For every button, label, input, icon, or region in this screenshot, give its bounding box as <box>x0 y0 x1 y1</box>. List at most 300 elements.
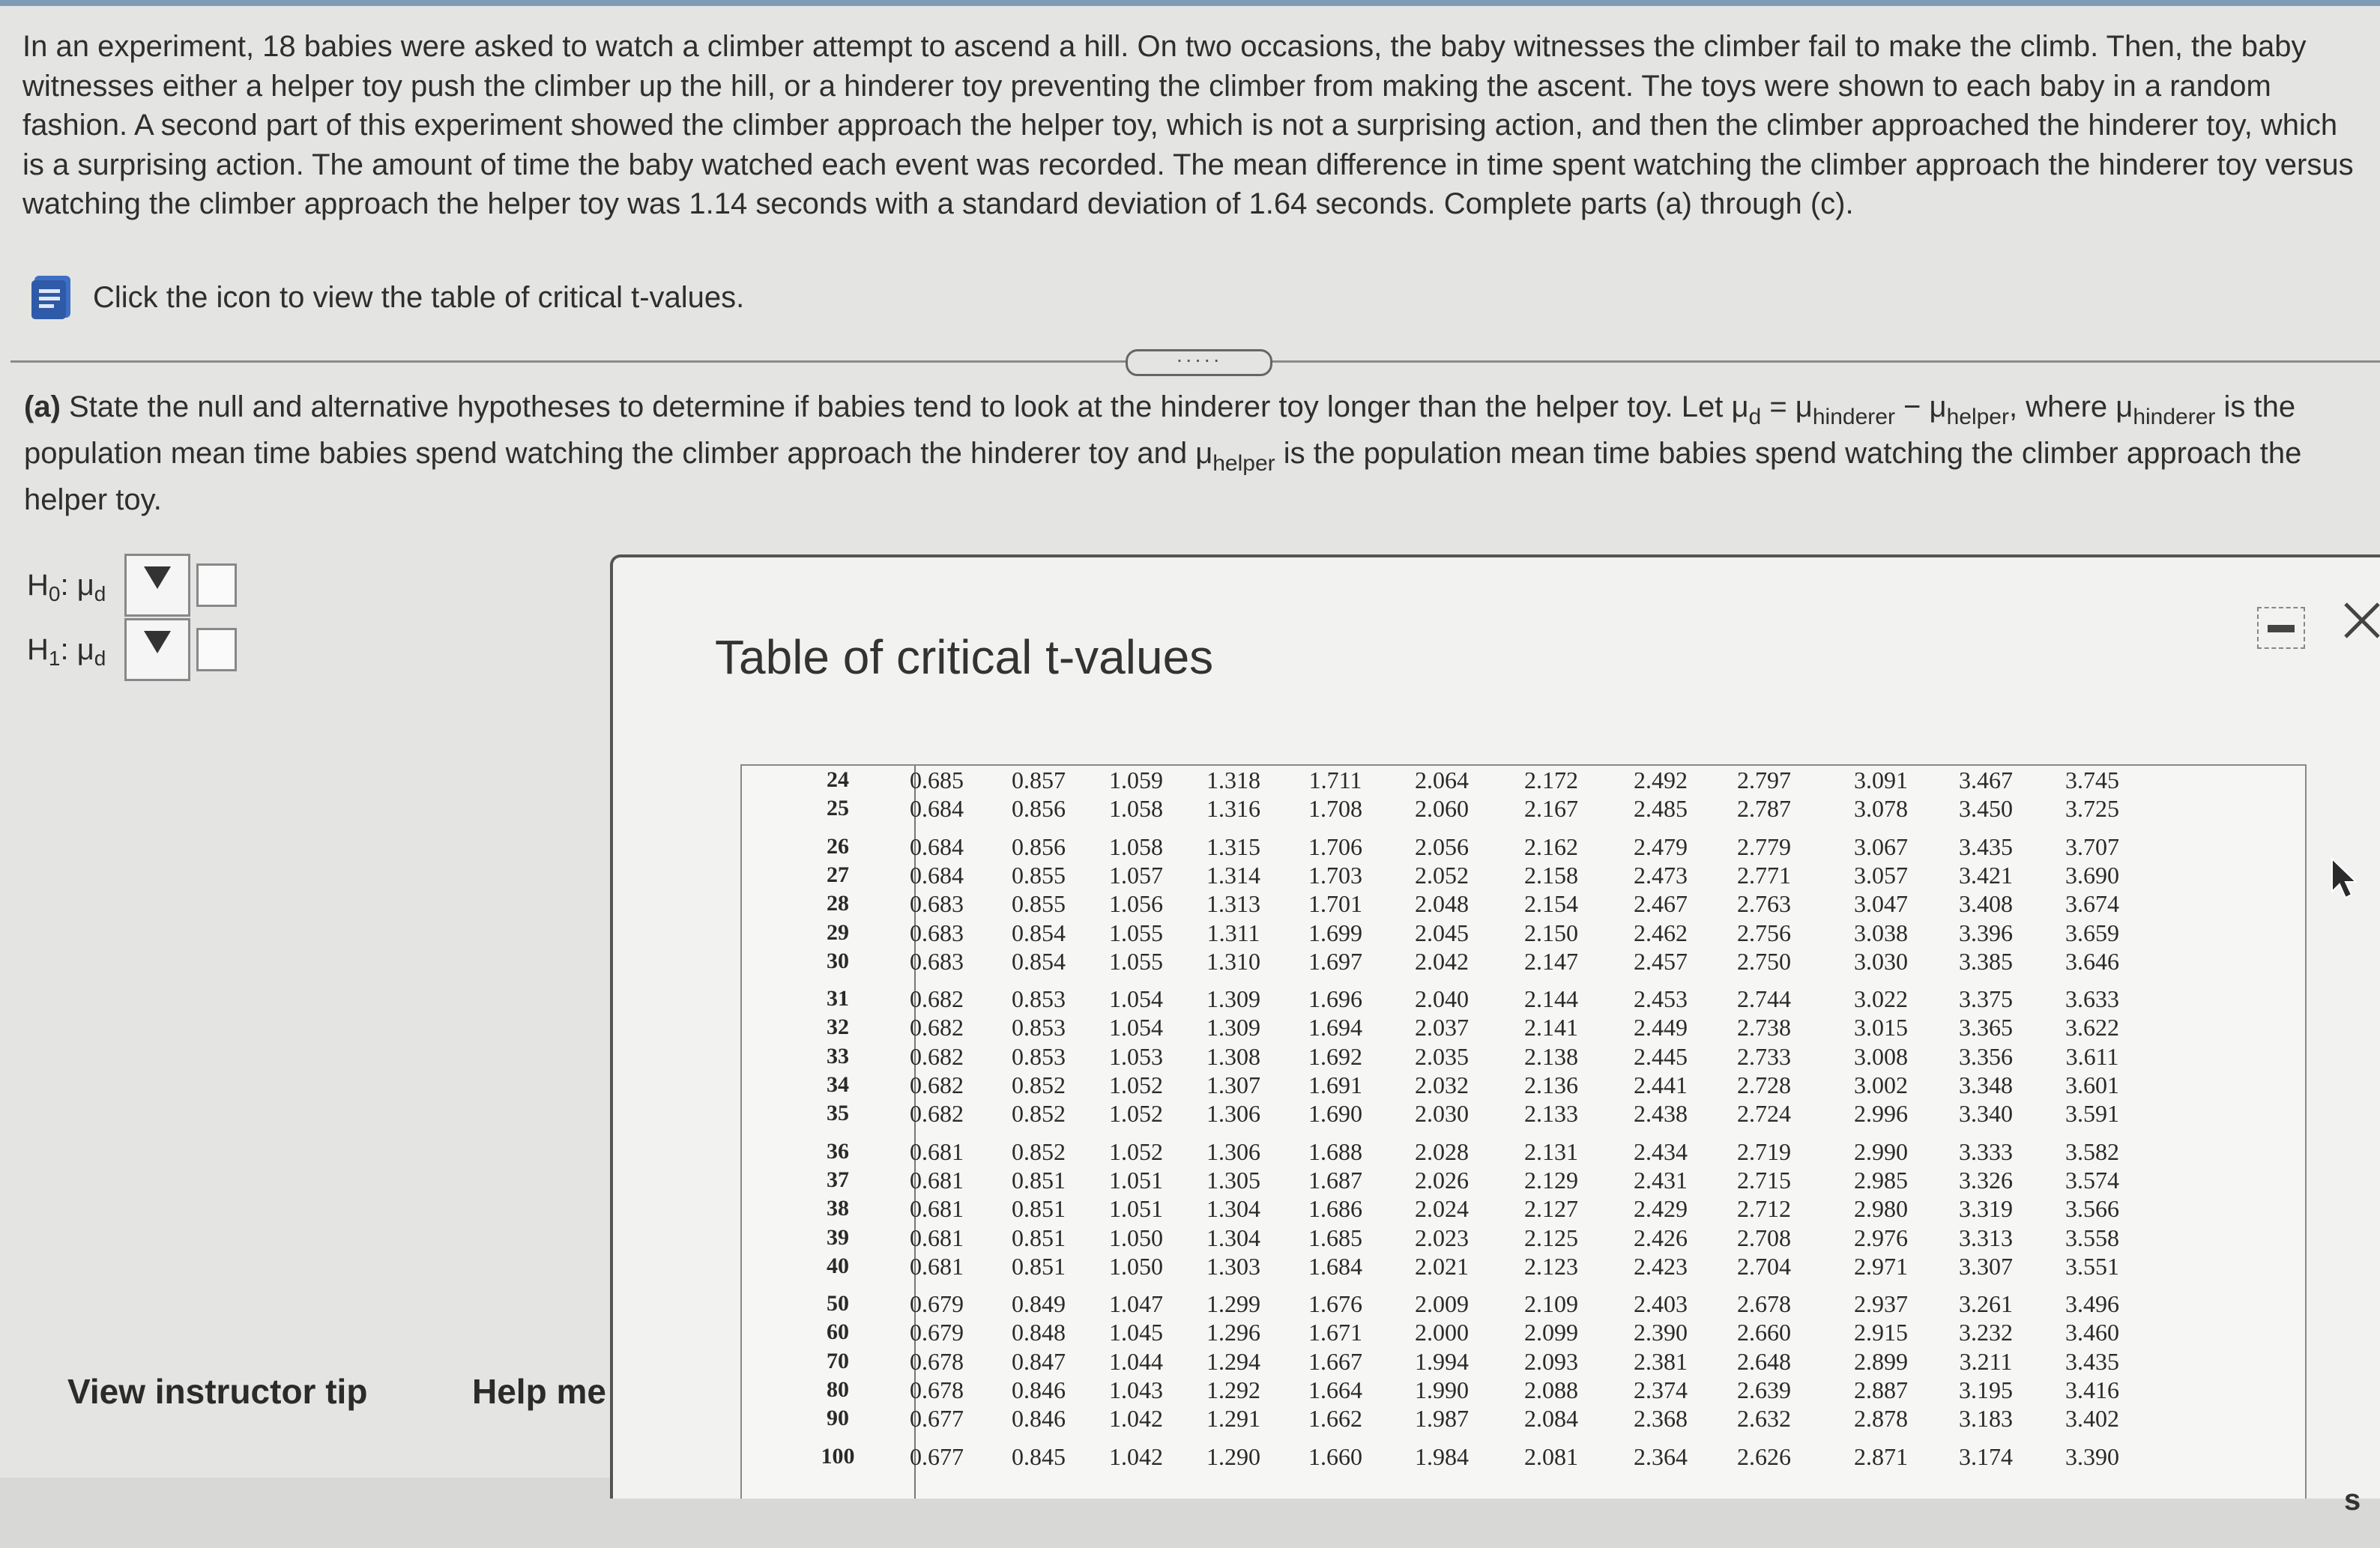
table-cell: 3.067 <box>1854 832 1908 860</box>
table-cell: 1.308 <box>1206 1042 1260 1070</box>
table-cell: 3.375 <box>1959 985 2013 1013</box>
table-cell: 3.421 <box>1959 861 2013 889</box>
table-cell: 2.093 <box>1524 1347 1578 1375</box>
table-cell: 0.679 <box>910 1290 964 1318</box>
table-cell: 1.058 <box>1109 832 1163 860</box>
df-cell: 90 <box>827 1406 849 1431</box>
table-cell: 2.109 <box>1524 1290 1578 1318</box>
table-cell: 2.150 <box>1524 919 1578 946</box>
table-cell: 1.056 <box>1109 890 1163 918</box>
close-icon[interactable] <box>2340 598 2380 643</box>
view-instructor-tip-button[interactable]: View instructor tip <box>67 1372 368 1411</box>
table-cell: 2.030 <box>1415 1100 1469 1128</box>
table-cell: 0.682 <box>910 985 964 1013</box>
df-cell: 26 <box>827 833 849 859</box>
table-cell: 3.195 <box>1959 1376 2013 1403</box>
table-cell: 2.457 <box>1634 947 1688 975</box>
table-cell: 3.365 <box>1959 1014 2013 1041</box>
null-hypothesis-label <box>27 568 124 605</box>
table-cell: 0.683 <box>910 947 964 975</box>
table-cell: 2.937 <box>1854 1290 1908 1318</box>
table-cell: 0.846 <box>1012 1376 1066 1403</box>
table-cell: 1.699 <box>1308 919 1362 946</box>
table-cell: 3.745 <box>2065 767 2119 793</box>
table-cell: 2.771 <box>1737 861 1791 889</box>
df-cell: 35 <box>827 1101 849 1126</box>
table-cell: 0.845 <box>1012 1442 1066 1470</box>
table-cell: 0.682 <box>910 1100 964 1128</box>
table-cell: 3.057 <box>1854 861 1908 889</box>
table-cell: 2.035 <box>1415 1042 1469 1070</box>
table-cell: 3.022 <box>1854 985 1908 1013</box>
table-cell: 2.131 <box>1524 1137 1578 1165</box>
table-cell: 2.045 <box>1415 919 1469 946</box>
table-cell: 0.852 <box>1012 1100 1066 1128</box>
minimize-icon <box>2268 625 2295 632</box>
table-body <box>742 766 2308 1499</box>
table-cell: 2.390 <box>1634 1319 1688 1346</box>
table-cell: 0.682 <box>910 1014 964 1041</box>
table-cell: 2.123 <box>1524 1252 1578 1280</box>
table-cell: 0.851 <box>1012 1195 1066 1223</box>
table-cell: 1.696 <box>1308 985 1362 1013</box>
table-cell: 2.158 <box>1524 861 1578 889</box>
table-cell: 1.309 <box>1206 985 1260 1013</box>
table-cell: 0.684 <box>910 861 964 889</box>
table-cell: 0.681 <box>910 1252 964 1280</box>
table-cell: 0.851 <box>1012 1224 1066 1251</box>
table-cell: 3.340 <box>1959 1100 2013 1128</box>
table-cell: 3.348 <box>1959 1071 2013 1098</box>
table-cell: 1.304 <box>1206 1195 1260 1223</box>
table-cell: 2.133 <box>1524 1100 1578 1128</box>
df-cell: 36 <box>827 1138 849 1164</box>
table-cell: 1.052 <box>1109 1071 1163 1098</box>
table-cell: 1.057 <box>1109 861 1163 889</box>
table-cell: 2.021 <box>1415 1252 1469 1280</box>
table-cell: 1.044 <box>1109 1347 1163 1375</box>
df-cell: 27 <box>827 862 849 887</box>
table-cell: 0.679 <box>910 1319 964 1346</box>
table-cell: 3.622 <box>2065 1014 2119 1041</box>
table-cell: 3.467 <box>1959 767 2013 793</box>
table-cell: 2.779 <box>1737 832 1791 860</box>
table-cell: 2.368 <box>1634 1405 1688 1433</box>
table-cell: 1.307 <box>1206 1071 1260 1098</box>
table-cell: 3.574 <box>2065 1166 2119 1194</box>
table-cell: 3.261 <box>1959 1290 2013 1318</box>
table-cell: 0.847 <box>1012 1347 1066 1375</box>
table-cell: 1.315 <box>1206 832 1260 860</box>
table-cell: 0.846 <box>1012 1405 1066 1433</box>
table-cell: 2.381 <box>1634 1347 1688 1375</box>
table-cell: 1.051 <box>1109 1195 1163 1223</box>
alternative-hypothesis-value-input[interactable] <box>196 628 237 671</box>
df-cell: 29 <box>827 919 849 945</box>
table-cell: 2.024 <box>1415 1195 1469 1223</box>
alternative-hypothesis-operator-dropdown[interactable] <box>124 618 190 681</box>
table-cell: 2.632 <box>1737 1405 1791 1433</box>
table-cell: 1.667 <box>1308 1347 1362 1375</box>
critical-values-table <box>740 764 2307 1499</box>
table-cell: 2.660 <box>1737 1319 1791 1346</box>
table-cell: 2.056 <box>1415 832 1469 860</box>
table-cell: 2.871 <box>1854 1442 1908 1470</box>
table-cell: 2.492 <box>1634 767 1688 793</box>
table-cell: 1.304 <box>1206 1224 1260 1251</box>
table-cell: 2.403 <box>1634 1290 1688 1318</box>
table-cell: 3.385 <box>1959 947 2013 975</box>
table-cell: 2.364 <box>1634 1442 1688 1470</box>
table-cell: 2.009 <box>1415 1290 1469 1318</box>
table-cell: 0.856 <box>1012 795 1066 823</box>
table-cell: 3.030 <box>1854 947 1908 975</box>
table-cell: 2.426 <box>1634 1224 1688 1251</box>
df-cell: 70 <box>827 1348 849 1373</box>
table-cell: 1.703 <box>1308 861 1362 889</box>
h0-mu-sub: d <box>94 581 106 605</box>
table-cell: 2.648 <box>1737 1347 1791 1375</box>
alternative-hypothesis-label <box>27 632 124 670</box>
table-cell: 3.396 <box>1959 919 2013 946</box>
table-cell: 1.662 <box>1308 1405 1362 1433</box>
part-a-text-4: , where μ <box>2008 390 2133 423</box>
dialog-title: Table of critical t-values <box>715 630 1214 684</box>
df-cell: 31 <box>827 986 849 1012</box>
table-cell: 0.855 <box>1012 890 1066 918</box>
table-cell: 2.467 <box>1634 890 1688 918</box>
table-cell: 2.626 <box>1737 1442 1791 1470</box>
table-cell: 1.053 <box>1109 1042 1163 1070</box>
table-cell: 0.684 <box>910 795 964 823</box>
table-cell: 2.985 <box>1854 1166 1908 1194</box>
null-hypothesis-operator-dropdown[interactable] <box>124 554 190 617</box>
table-cell: 2.052 <box>1415 861 1469 889</box>
table-cell: 3.356 <box>1959 1042 2013 1070</box>
table-cell: 3.183 <box>1959 1405 2013 1433</box>
table-cell: 2.088 <box>1524 1376 1578 1403</box>
h1-mu-sub: d <box>94 646 106 670</box>
table-cell: 2.028 <box>1415 1137 1469 1165</box>
table-cell: 0.684 <box>910 832 964 860</box>
table-cell: 3.319 <box>1959 1195 2013 1223</box>
table-cell: 3.435 <box>1959 832 2013 860</box>
table-cell: 2.704 <box>1737 1252 1791 1280</box>
table-cell: 0.677 <box>910 1442 964 1470</box>
table-cell: 3.416 <box>2065 1376 2119 1403</box>
table-cell: 2.040 <box>1415 985 1469 1013</box>
table-cell: 2.715 <box>1737 1166 1791 1194</box>
table-cell: 2.438 <box>1634 1100 1688 1128</box>
table-cell: 2.738 <box>1737 1014 1791 1041</box>
table-cell: 1.291 <box>1206 1405 1260 1433</box>
table-cell: 1.043 <box>1109 1376 1163 1403</box>
table-cell: 3.408 <box>1959 890 2013 918</box>
table-cell: 1.697 <box>1308 947 1362 975</box>
table-cell: 2.453 <box>1634 985 1688 1013</box>
table-cell: 1.054 <box>1109 1014 1163 1041</box>
sub-helper: helper <box>1946 405 2009 429</box>
h0-sub: 0 <box>48 581 61 605</box>
table-cell: 0.855 <box>1012 861 1066 889</box>
book-icon[interactable] <box>28 273 75 322</box>
table-cell: 2.060 <box>1415 795 1469 823</box>
table-cell: 0.685 <box>910 767 964 793</box>
table-cell: 3.551 <box>2065 1252 2119 1280</box>
problem-text: In an experiment, 18 babies were asked to watch a climber attempt to ascend a hill. On two occasions, the baby witnesses the climber fail to make the climb. Then, the baby witnesses either a helper toy push the climber up the hill, or a hinderer toy preventing the climber from making the ascent. The toys were shown to each baby in a random fashion. A second part of this experiment showed the climber approach the helper toy, which is not a surprising action, and then the climber approached the hinderer toy, which is a surprising action. The amount of time the baby watched each event was recorded. The mean difference in time spent watching the climber approach the hinderer toy versus watching the climber approach the helper toy was 1.14 seconds with a standard deviation of 1.64 seconds. Complete parts (a) through (c). <box>22 30 2354 220</box>
table-cell: 3.690 <box>2065 861 2119 889</box>
table-cell: 1.694 <box>1308 1014 1362 1041</box>
table-cell: 2.374 <box>1634 1376 1688 1403</box>
table-cell: 0.849 <box>1012 1290 1066 1318</box>
mouse-cursor-icon <box>2329 857 2359 902</box>
table-cell: 3.232 <box>1959 1319 2013 1346</box>
table-cell: 2.429 <box>1634 1195 1688 1223</box>
table-cell: 1.316 <box>1206 795 1260 823</box>
table-cell: 0.853 <box>1012 985 1066 1013</box>
table-cell: 0.681 <box>910 1224 964 1251</box>
h0-mu: : μ <box>60 568 94 602</box>
table-cell: 3.307 <box>1959 1252 2013 1280</box>
df-cell: 37 <box>827 1167 849 1192</box>
part-a-text-6: is the population mean time babies spend watching the climber approach the helper toy. <box>24 437 2302 516</box>
df-cell: 30 <box>827 948 849 973</box>
table-cell: 3.015 <box>1854 1014 1908 1041</box>
table-cell: 2.971 <box>1854 1252 1908 1280</box>
table-cell: 2.099 <box>1524 1319 1578 1346</box>
df-cell: 100 <box>821 1443 855 1469</box>
h1-mu: : μ <box>60 632 94 666</box>
table-cell: 0.854 <box>1012 947 1066 975</box>
sub-helper-2: helper <box>1212 451 1275 476</box>
part-a-label: (a) <box>24 390 61 423</box>
df-cell: 38 <box>827 1196 849 1221</box>
table-cell: 3.460 <box>2065 1319 2119 1346</box>
table-cell: 1.984 <box>1415 1442 1469 1470</box>
table-cell: 1.687 <box>1308 1166 1362 1194</box>
table-cell: 0.681 <box>910 1166 964 1194</box>
table-cell: 2.485 <box>1634 795 1688 823</box>
table-cell: 2.728 <box>1737 1071 1791 1098</box>
table-cell: 3.558 <box>2065 1224 2119 1251</box>
h0-letter: H <box>27 568 49 602</box>
df-cell: 33 <box>827 1043 849 1068</box>
table-cell: 2.441 <box>1634 1071 1688 1098</box>
table-cell: 3.326 <box>1959 1166 2013 1194</box>
table-cell: 2.431 <box>1634 1166 1688 1194</box>
table-cell: 0.677 <box>910 1405 964 1433</box>
table-cell: 1.309 <box>1206 1014 1260 1041</box>
table-cell: 1.306 <box>1206 1137 1260 1165</box>
table-cell: 1.045 <box>1109 1319 1163 1346</box>
table-cell: 2.167 <box>1524 795 1578 823</box>
df-cell: 25 <box>827 796 849 821</box>
table-cell: 2.473 <box>1634 861 1688 889</box>
table-cell: 2.023 <box>1415 1224 1469 1251</box>
table-cell: 3.038 <box>1854 919 1908 946</box>
table-cell: 1.685 <box>1308 1224 1362 1251</box>
table-cell: 2.639 <box>1737 1376 1791 1403</box>
table-cell: 1.055 <box>1109 919 1163 946</box>
chevron-down-icon <box>144 566 171 589</box>
part-a-question <box>24 384 2355 523</box>
table-cell: 2.878 <box>1854 1405 1908 1433</box>
table-cell: 2.763 <box>1737 890 1791 918</box>
table-cell: 0.682 <box>910 1071 964 1098</box>
table-cell: 2.125 <box>1524 1224 1578 1251</box>
table-cell: 2.144 <box>1524 985 1578 1013</box>
table-cell: 2.136 <box>1524 1071 1578 1098</box>
table-cell: 1.052 <box>1109 1137 1163 1165</box>
table-cell: 1.990 <box>1415 1376 1469 1403</box>
table-cell: 2.445 <box>1634 1042 1688 1070</box>
table-cell: 0.681 <box>910 1137 964 1165</box>
table-cell: 2.479 <box>1634 832 1688 860</box>
table-cell: 2.147 <box>1524 947 1578 975</box>
table-cell: 2.990 <box>1854 1137 1908 1165</box>
table-cell: 2.172 <box>1524 767 1578 793</box>
table-cell: 2.787 <box>1737 795 1791 823</box>
table-cell: 1.688 <box>1308 1137 1362 1165</box>
table-cell: 0.681 <box>910 1195 964 1223</box>
table-cell: 0.678 <box>910 1347 964 1375</box>
table-cell: 0.852 <box>1012 1071 1066 1098</box>
table-cell: 2.037 <box>1415 1014 1469 1041</box>
table-cell: 0.682 <box>910 1042 964 1070</box>
table-cell: 3.091 <box>1854 767 1908 793</box>
sub-hinderer-2: hinderer <box>2133 405 2216 429</box>
table-cell: 1.305 <box>1206 1166 1260 1194</box>
part-a-text-2: = μ <box>1761 390 1813 423</box>
table-cell: 2.032 <box>1415 1071 1469 1098</box>
h1-letter: H <box>27 632 49 666</box>
part-a-text-5: is the population mean time babies spend watching the climber approach the hinderer toy and μ <box>24 390 2296 470</box>
table-cell: 1.042 <box>1109 1442 1163 1470</box>
part-a-text-1: State the null and alternative hypotheses to determine if babies tend to look at the hinderer toy longer than the helper toy. Let μ <box>60 390 1749 423</box>
table-cell: 1.299 <box>1206 1290 1260 1318</box>
table-cell: 0.852 <box>1012 1137 1066 1165</box>
table-cell: 3.601 <box>2065 1071 2119 1098</box>
table-cell: 3.174 <box>1959 1442 2013 1470</box>
table-cell: 3.659 <box>2065 919 2119 946</box>
table-cell: 3.725 <box>2065 795 2119 823</box>
table-cell: 2.048 <box>1415 890 1469 918</box>
null-hypothesis-value-input[interactable] <box>196 563 237 607</box>
table-cell: 3.435 <box>2065 1347 2119 1375</box>
table-cell: 1.042 <box>1109 1405 1163 1433</box>
table-cell: 3.313 <box>1959 1224 2013 1251</box>
table-cell: 3.496 <box>2065 1290 2119 1318</box>
table-cell: 2.915 <box>1854 1319 1908 1346</box>
table-cell: 3.450 <box>1959 795 2013 823</box>
table-cell: 1.047 <box>1109 1290 1163 1318</box>
table-cell: 1.052 <box>1109 1100 1163 1128</box>
table-cell: 1.311 <box>1206 919 1260 946</box>
table-cell: 1.314 <box>1206 861 1260 889</box>
df-cell: 50 <box>827 1291 849 1316</box>
table-cell: 0.853 <box>1012 1014 1066 1041</box>
table-cell: 2.744 <box>1737 985 1791 1013</box>
table-cell: 2.756 <box>1737 919 1791 946</box>
alternative-hypothesis-row <box>27 616 237 683</box>
table-cell: 0.851 <box>1012 1166 1066 1194</box>
table-cell: 2.887 <box>1854 1376 1908 1403</box>
table-cell: 1.318 <box>1206 767 1260 793</box>
table-cell: 2.084 <box>1524 1405 1578 1433</box>
table-cell: 3.674 <box>2065 890 2119 918</box>
sub-d: d <box>1748 405 1762 429</box>
table-cell: 2.042 <box>1415 947 1469 975</box>
table-cell: 2.724 <box>1737 1100 1791 1128</box>
table-cell: 0.851 <box>1012 1252 1066 1280</box>
table-cell: 2.708 <box>1737 1224 1791 1251</box>
table-cell: 2.434 <box>1634 1137 1688 1165</box>
table-cell: 2.449 <box>1634 1014 1688 1041</box>
table-cell: 0.856 <box>1012 832 1066 860</box>
df-cell: 60 <box>827 1319 849 1345</box>
table-cell: 1.664 <box>1308 1376 1362 1403</box>
help-me-button[interactable]: Help me <box>472 1372 606 1411</box>
table-cell: 1.310 <box>1206 947 1260 975</box>
table-cell: 2.678 <box>1737 1290 1791 1318</box>
problem-statement <box>22 27 2361 224</box>
df-cell: 40 <box>827 1253 849 1278</box>
critical-values-link[interactable]: Click the icon to view the table of critical t-values. <box>93 280 745 314</box>
table-cell: 3.047 <box>1854 890 1908 918</box>
table-cell: 2.750 <box>1737 947 1791 975</box>
df-cell: 28 <box>827 891 849 916</box>
table-cell: 0.678 <box>910 1376 964 1403</box>
table-cell: 3.633 <box>2065 985 2119 1013</box>
table-cell: 1.701 <box>1308 890 1362 918</box>
table-cell: 0.854 <box>1012 919 1066 946</box>
df-cell: 39 <box>827 1224 849 1250</box>
table-cell: 1.313 <box>1206 890 1260 918</box>
h1-sub: 1 <box>48 646 61 670</box>
table-cell: 3.707 <box>2065 832 2119 860</box>
table-cell: 1.692 <box>1308 1042 1362 1070</box>
sub-hinderer: hinderer <box>1812 405 1895 429</box>
critical-values-link-row[interactable] <box>28 271 744 324</box>
minimize-button[interactable] <box>2257 607 2305 649</box>
table-cell: 2.081 <box>1524 1442 1578 1470</box>
table-cell: 1.711 <box>1308 767 1362 793</box>
table-cell: 1.054 <box>1109 985 1163 1013</box>
table-cell: 1.660 <box>1308 1442 1362 1470</box>
table-cell: 2.733 <box>1737 1042 1791 1070</box>
corner-text: s <box>2344 1484 2361 1517</box>
divider-drag-handle[interactable]: ····· <box>1126 349 1272 376</box>
table-cell: 2.154 <box>1524 890 1578 918</box>
table-cell: 1.050 <box>1109 1252 1163 1280</box>
table-cell: 3.211 <box>1959 1347 2013 1375</box>
table-cell: 3.582 <box>2065 1137 2119 1165</box>
table-cell: 0.683 <box>910 890 964 918</box>
table-cell: 1.691 <box>1308 1071 1362 1098</box>
table-cell: 3.591 <box>2065 1100 2119 1128</box>
table-cell: 2.141 <box>1524 1014 1578 1041</box>
table-cell: 1.055 <box>1109 947 1163 975</box>
table-cell: 2.064 <box>1415 767 1469 793</box>
table-cell: 2.138 <box>1524 1042 1578 1070</box>
table-cell: 2.127 <box>1524 1195 1578 1223</box>
table-cell: 2.423 <box>1634 1252 1688 1280</box>
table-cell: 2.719 <box>1737 1137 1791 1165</box>
table-cell: 1.671 <box>1308 1319 1362 1346</box>
null-hypothesis-row <box>27 551 237 619</box>
table-cell: 1.306 <box>1206 1100 1260 1128</box>
table-cell: 3.611 <box>2065 1042 2119 1070</box>
